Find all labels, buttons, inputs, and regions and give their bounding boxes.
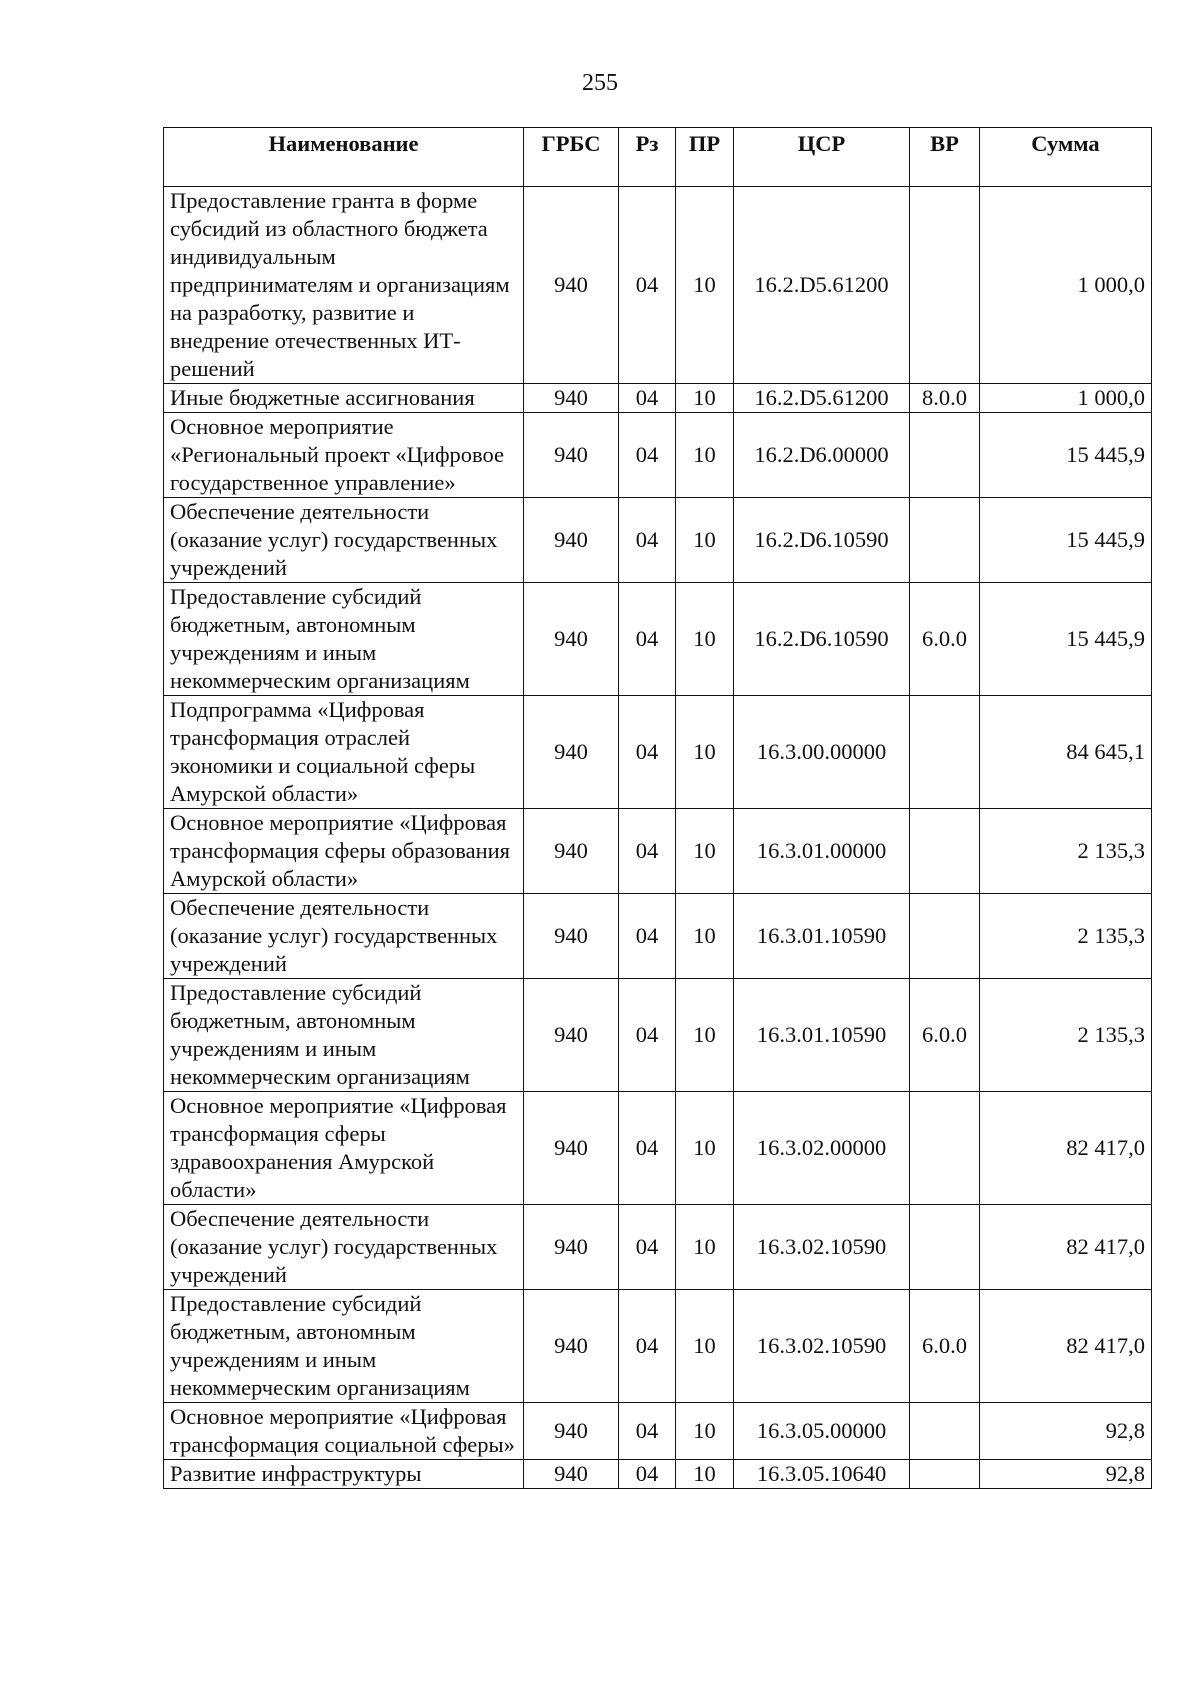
cell-csr: 16.2.D6.00000 [734,413,910,498]
cell-rz: 04 [619,1092,676,1205]
cell-grbs: 940 [524,1460,619,1489]
cell-csr: 16.3.02.00000 [734,1092,910,1205]
cell-grbs: 940 [524,809,619,894]
cell-name: Развитие инфраструктуры [164,1460,524,1489]
cell-sum: 15 445,9 [980,413,1152,498]
cell-csr: 16.2.D6.10590 [734,498,910,583]
cell-grbs: 940 [524,1205,619,1290]
cell-name: Обеспечение деятельности (оказание услуг) государственных учреждений [164,1205,524,1290]
cell-sum: 82 417,0 [980,1205,1152,1290]
cell-grbs: 940 [524,1290,619,1403]
cell-rz: 04 [619,187,676,384]
cell-name: Обеспечение деятельности (оказание услуг) государственных учреждений [164,894,524,979]
cell-grbs: 940 [524,498,619,583]
cell-sum: 84 645,1 [980,696,1152,809]
cell-rz: 04 [619,894,676,979]
cell-vr [910,1205,980,1290]
cell-grbs: 940 [524,1092,619,1205]
cell-sum: 15 445,9 [980,498,1152,583]
cell-rz: 04 [619,1460,676,1489]
cell-grbs: 940 [524,979,619,1092]
cell-pr: 10 [676,413,734,498]
cell-rz: 04 [619,1290,676,1403]
cell-rz: 04 [619,1403,676,1460]
table-header-row [164,128,1152,187]
cell-grbs: 940 [524,583,619,696]
cell-csr: 16.2.D5.61200 [734,187,910,384]
cell-rz: 04 [619,979,676,1092]
cell-name: Основное мероприятие «Цифровая трансформация сферы образования Амурской области» [164,809,524,894]
header-sum: Сумма [980,128,1152,187]
cell-rz: 04 [619,809,676,894]
cell-csr: 16.2.D5.61200 [734,384,910,413]
cell-csr: 16.3.05.00000 [734,1403,910,1460]
cell-csr: 16.3.01.10590 [734,894,910,979]
cell-grbs: 940 [524,187,619,384]
cell-name: Основное мероприятие «Цифровая трансформация социальной сферы» [164,1403,524,1460]
page-number: 255 [582,70,618,96]
cell-name: Предоставление субсидий бюджетным, автономным учреждениям и иным некоммерческим организациям [164,583,524,696]
cell-grbs: 940 [524,894,619,979]
cell-csr: 16.3.01.00000 [734,809,910,894]
budget-table [163,127,1152,1489]
cell-rz: 04 [619,498,676,583]
cell-name: Иные бюджетные ассигнования [164,384,524,413]
cell-vr [910,187,980,384]
cell-vr: 6.0.0 [910,1290,980,1403]
cell-pr: 10 [676,384,734,413]
cell-sum: 2 135,3 [980,979,1152,1092]
cell-vr [910,894,980,979]
cell-name: Предоставление субсидий бюджетным, автономным учреждениям и иным некоммерческим организациям [164,979,524,1092]
cell-pr: 10 [676,1403,734,1460]
cell-sum: 2 135,3 [980,809,1152,894]
cell-csr: 16.2.D6.10590 [734,583,910,696]
table-row [164,1290,1152,1403]
cell-pr: 10 [676,696,734,809]
cell-csr: 16.3.01.10590 [734,979,910,1092]
cell-vr [910,809,980,894]
cell-vr [910,1460,980,1489]
header-rz: Рз [619,128,676,187]
cell-sum: 15 445,9 [980,583,1152,696]
cell-name: Предоставление субсидий бюджетным, автономным учреждениям и иным некоммерческим организациям [164,1290,524,1403]
cell-sum: 1 000,0 [980,384,1152,413]
cell-csr: 16.3.02.10590 [734,1205,910,1290]
cell-rz: 04 [619,1205,676,1290]
cell-vr: 6.0.0 [910,979,980,1092]
cell-csr: 16.3.02.10590 [734,1290,910,1403]
table-row [164,187,1152,384]
table-row [164,498,1152,583]
header-csr: ЦСР [734,128,910,187]
table-row [164,413,1152,498]
header-pr: ПР [676,128,734,187]
cell-sum: 2 135,3 [980,894,1152,979]
cell-grbs: 940 [524,384,619,413]
cell-pr: 10 [676,187,734,384]
table-row [164,979,1152,1092]
cell-name: Обеспечение деятельности (оказание услуг) государственных учреждений [164,498,524,583]
cell-vr [910,413,980,498]
table-row [164,696,1152,809]
table-row [164,384,1152,413]
cell-csr: 16.3.05.10640 [734,1460,910,1489]
cell-csr: 16.3.00.00000 [734,696,910,809]
cell-pr: 10 [676,894,734,979]
cell-vr: 6.0.0 [910,583,980,696]
cell-vr [910,1092,980,1205]
cell-pr: 10 [676,809,734,894]
cell-sum: 1 000,0 [980,187,1152,384]
cell-pr: 10 [676,498,734,583]
table-row [164,1092,1152,1205]
cell-sum: 92,8 [980,1460,1152,1489]
table-row [164,1460,1152,1489]
cell-name: Основное мероприятие «Региональный проект «Цифровое государственное управление» [164,413,524,498]
cell-pr: 10 [676,1205,734,1290]
header-grbs: ГРБС [524,128,619,187]
cell-rz: 04 [619,696,676,809]
cell-grbs: 940 [524,696,619,809]
cell-name: Предоставление гранта в форме субсидий из областного бюджета индивидуальным предпринимателям и организациям на разработку, развитие и внедрение отечественных ИТ-решений [164,187,524,384]
table-row [164,1403,1152,1460]
table-row [164,1205,1152,1290]
cell-rz: 04 [619,384,676,413]
table-row [164,809,1152,894]
cell-vr [910,1403,980,1460]
header-vr: ВР [910,128,980,187]
cell-sum: 82 417,0 [980,1092,1152,1205]
cell-grbs: 940 [524,413,619,498]
cell-name: Основное мероприятие «Цифровая трансформация сферы здравоохранения Амурской области» [164,1092,524,1205]
cell-vr [910,696,980,809]
cell-name: Подпрограмма «Цифровая трансформация отраслей экономики и социальной сферы Амурской области» [164,696,524,809]
cell-rz: 04 [619,413,676,498]
cell-pr: 10 [676,1092,734,1205]
cell-rz: 04 [619,583,676,696]
table-body [164,187,1152,1489]
cell-pr: 10 [676,979,734,1092]
cell-pr: 10 [676,1290,734,1403]
cell-pr: 10 [676,583,734,696]
cell-sum: 92,8 [980,1403,1152,1460]
cell-pr: 10 [676,1460,734,1489]
table-row [164,894,1152,979]
header-name: Наименование [164,128,524,187]
cell-vr [910,498,980,583]
cell-sum: 82 417,0 [980,1290,1152,1403]
cell-grbs: 940 [524,1403,619,1460]
table-row [164,583,1152,696]
cell-vr: 8.0.0 [910,384,980,413]
